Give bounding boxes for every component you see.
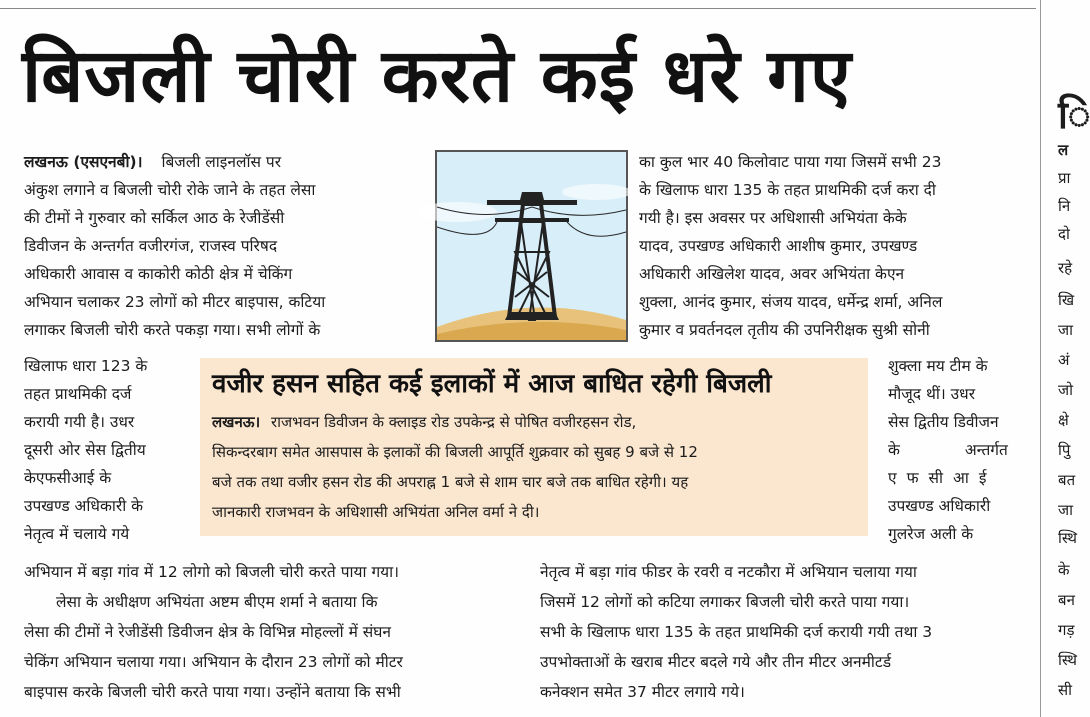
col1-line: अभियान चलाकर 23 लोगों को मीटर बाइपास, कटिया [24,293,326,311]
col2-line: का कुल भार 40 किलोवाट पाया गया जिसमें सभी 23 [639,153,942,171]
neighbor-column-fragment: क्षे [1058,411,1069,429]
inset-line: जानकारी राजभवन के अधिशासी अभियंता अनिल वर्मा ने दी। [212,503,540,521]
col1-narrow-line: तहत प्राथमिकी दर्ज [24,385,132,403]
col1-narrow-line: दूसरी ओर सेस द्वितीय [24,441,146,459]
neighbor-column-fragment: जो [1058,381,1074,399]
neighbor-column-fragment: गड़ [1058,621,1075,639]
col1-narrow-line: नेतृत्व में चलाये गये [24,525,130,543]
col2-line: गयी है। इस अवसर पर अधिशासी अभियंता केके [639,209,907,227]
col2-bottom-line: सभी के खिलाफ धारा 135 के तहत प्राथमिकी दर्ज करायी गयी तथा 3 [540,623,933,641]
col1-narrow-line: करायी गयी है। उधर [24,413,135,431]
col2-line: शुक्ला, आनंद कुमार, संजय यादव, धर्मेन्द्र शर्मा, अनिल [639,293,943,311]
inset-title: वजीर हसन सहित कई इलाकों में आज बाधित रहेगी बिजली [212,369,772,399]
col2-line: के खिलाफ धारा 135 के तहत प्राथमिकी दर्ज करा दी [639,181,936,199]
neighbor-column-fragment: दो [1058,225,1070,243]
col1-bottom-line: लेसा के अधीक्षण अभियंता अष्टम बीएम शर्मा ने बताया कि [56,593,378,611]
col1-line: लगाकर बिजली चोरी करते पकड़ा गया। सभी लोगों के [24,321,321,339]
col1-bottom-line: अभियान में बड़ा गांव में 12 लोगो को बिजली चोरी करते पाया गया। [24,563,400,581]
headline: बिजली चोरी करते कई धरे गए [22,33,852,119]
inset-dateline: लखनऊ। [212,413,261,431]
col1-line: की टीमों ने गुरुवार को सर्किल आठ के रेजीडेंसी [24,209,285,227]
neighbor-column-fragment: जा [1058,321,1074,339]
col2-narrow-line: गुलरेज अली के [888,525,974,543]
neighbor-column-fragment: रहे [1058,259,1073,277]
col2-line: अधिकारी अखिलेश यादव, अवर अभियंता केएन [639,265,905,283]
neighbor-column-fragment: बन [1058,591,1075,609]
neighbor-column-fragment: ल [1058,141,1069,159]
col2-narrow-line: के अन्तर्गत [888,441,1008,459]
neighbor-column-fragment: अं [1058,351,1070,369]
inset-line: बजे तक तथा वजीर हसन रोड की अपराह्न 1 बजे से शाम चार बजे तक बाधित रहेगी। यह [212,473,689,491]
col2-bottom-line: उपभोक्ताओं के खराब मीटर बदले गये और तीन मीटर अनमीटर्ड [540,653,891,671]
power-tower-photo [435,150,628,342]
col2-narrow-line: उपखण्ड अधिकारी [888,497,991,515]
inset-line [212,412,860,432]
neighbor-column-fragment: के [1058,561,1070,579]
inset-text: राजभवन डिवीजन के क्लाइड रोड उपकेन्द्र से पोषित वजीरहसन रोड, [271,413,637,431]
top-rule [0,8,1036,9]
col1-line: डिवीजन के अन्तर्गत वजीरगंज, राजस्व परिषद [24,237,278,255]
col1-narrow-line: केएफसीआई के [24,469,112,487]
col2-narrow-line: एफसीआई [888,469,997,487]
col1-bottom-line: चेकिंग अभियान चलाया गया। अभियान के दौरान 23 लोगों को मीटर [24,653,403,671]
col2-bottom-line: जिसमें 12 लोगों को कटिया लगाकर बिजली चोरी करते पाया गया। [540,593,910,611]
col2-narrow-line: सेस द्वितीय डिवीजन [888,413,999,431]
col2-narrow-line: शुक्ला मय टीम के [888,357,988,375]
col2-bottom-line: कनेक्शन समेत 37 मीटर लगाये गये। [540,683,745,701]
col1-line: अंकुश लगाने व बिजली चोरी रोके जाने के तहत लेसा [24,181,316,199]
col2-line: यादव, उपखण्ड अधिकारी आशीष कुमार, उपखण्ड [639,237,918,255]
col1-narrow-line: खिलाफ धारा 123 के [24,357,148,375]
col1-line: अधिकारी आवास व काकोरी कोठी क्षेत्र में चेकिंग [24,265,293,283]
inset-line: सिकन्दरबाग समेत आसपास के इलाकों की बिजली आपूर्ति शुक्रवार को सुबह 9 बजे से 12 [212,443,698,461]
col2-line: कुमार व प्रवर्तनदल तृतीय की उपनिरीक्षक सुश्री सोनी [639,321,930,339]
col2-bottom-line: नेतृत्व में बड़ा गांव फीडर के रवरी व नटकौरा में अभियान चलाया गया [540,563,917,581]
neighbor-column-fragment: खि [1058,291,1075,309]
neighbor-headline-fragment: ि [1058,93,1090,137]
neighbor-column-fragment: प्रा [1058,169,1071,187]
inset-box [200,358,868,536]
neighbor-column-fragment: नि [1058,197,1071,215]
neighbor-column-fragment: बत [1058,471,1076,489]
dateline: लखनऊ (एसएनबी)। [24,153,143,171]
col2-narrow-line: मौजूद थीं। उधर [888,385,976,403]
col1-bottom-line: बाइपास करके बिजली चोरी करते पाया गया। उन्होंने बताया कि सभी [24,683,401,701]
neighbor-column-fragment: पुि [1058,441,1071,459]
neighbor-column-fragment: सी [1058,681,1073,699]
body-text: बिजली लाइनलॉस पर [161,153,282,171]
neighbor-column-fragment: स्थि [1058,651,1078,669]
neighbor-column-fragment: स्थि [1058,529,1078,547]
column-divider [1040,0,1041,717]
col1-bottom-line: लेसा की टीमों ने रेजीडेंसी डिवीजन क्षेत्र के विभिन्न मोहल्लों में संघन [24,623,392,641]
col1-narrow-line: उपखण्ड अधिकारी के [24,497,144,515]
neighbor-column-fragment: जा [1058,501,1074,519]
col1-line [24,150,416,172]
